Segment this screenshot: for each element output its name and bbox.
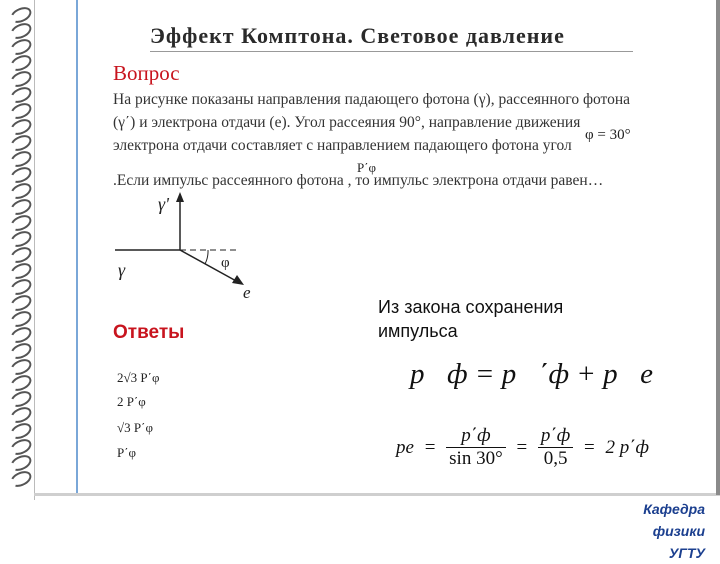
margin-rule	[76, 0, 78, 495]
eq2-equals: =	[424, 436, 436, 458]
eq2-equals-3: =	[583, 436, 595, 458]
question-line: электрона отдачи составляет с направлением падающего фотона угол	[113, 137, 572, 154]
scattering-diagram	[110, 190, 260, 300]
question-heading: Вопрос	[113, 61, 180, 85]
scattered-photon-momentum: P΄φ	[357, 160, 377, 175]
answer-option[interactable]: √3 P΄φ	[117, 420, 153, 435]
page-right-edge	[716, 0, 720, 495]
page-bottom-edge	[34, 493, 720, 496]
eq1-mid: p⃗΄ф	[501, 358, 570, 390]
angle-arc	[205, 250, 208, 264]
conservation-law-note	[378, 295, 563, 343]
answers-heading: Ответы	[113, 322, 185, 343]
question-line: На рисунке показаны направления падающего фотона (γ), рассеянного фотона	[113, 91, 631, 108]
slide-title: Эффект Комптона. Световое давление	[150, 23, 565, 48]
question-continuation: .Если импульс рассеянного фотона , то импульс электрона отдачи равен…	[113, 172, 604, 189]
answer-option[interactable]: P΄φ	[117, 445, 137, 460]
label-electron: e	[243, 283, 251, 302]
footer-line: Кафедра физики	[643, 501, 705, 539]
eq2-rhs: 2 p΄ф	[605, 436, 650, 458]
law-line: Из закона сохранения	[378, 297, 564, 317]
eq2-lhs: pe	[396, 436, 414, 458]
eq2-den1: sin 30°	[449, 448, 503, 469]
eq2-equals-2: =	[516, 436, 528, 458]
title-underline	[150, 51, 633, 52]
momentum-vector-equation	[410, 358, 653, 391]
footer-line: УГТУ	[668, 545, 705, 561]
spiral-binding	[0, 0, 35, 500]
footer-department	[590, 498, 705, 564]
law-line: импульса	[378, 321, 458, 341]
eq1-plus: +	[576, 358, 596, 390]
label-phi: φ	[221, 255, 230, 271]
label-gamma: γ	[118, 260, 126, 280]
eq1-left: p⃗ф	[410, 358, 468, 390]
eq2-num2: p΄ф	[538, 425, 573, 448]
eq1-right: p⃗e	[603, 358, 654, 390]
eq2-fraction-2	[538, 425, 573, 470]
question-line: (γ΄) и электрона отдачи (e). Угол рассеяния 90°, направление движения	[113, 114, 581, 131]
answer-option[interactable]: 2√3 P΄φ	[117, 370, 160, 385]
eq1-equals: =	[474, 358, 495, 390]
electron-momentum-equation	[393, 425, 652, 470]
angle-value: φ = 30°	[585, 127, 631, 143]
eq2-num1: p΄ф	[446, 425, 506, 448]
eq2-den2: 0,5	[543, 448, 568, 469]
eq2-fraction-1	[446, 425, 506, 470]
question-text	[113, 88, 658, 157]
answer-option[interactable]: 2 P΄φ	[117, 394, 146, 409]
label-gamma-prime: γ'	[158, 194, 169, 214]
